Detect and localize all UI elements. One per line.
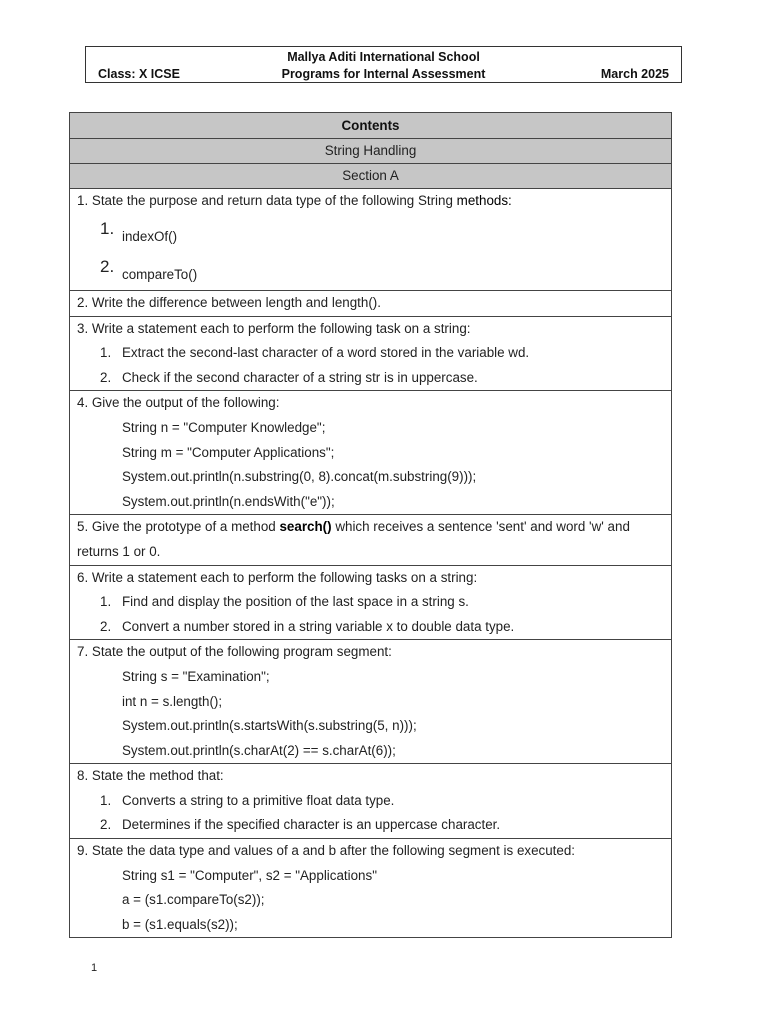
question-text: 6. Write a statement each to perform the following tasks on a string: — [77, 569, 478, 585]
question-text: 1. State the purpose and return data type of the following String methods: — [77, 193, 512, 208]
question-row-8 — [70, 764, 672, 839]
topic-header-row — [70, 139, 672, 164]
class-label: Class: X ICSE — [98, 67, 180, 81]
question-text: 5. Give the prototype of a method search() which receives a sentence 'sent' and word 'w' and returns 1 or 0. — [77, 519, 630, 559]
question-row-6 — [70, 565, 672, 640]
question-row-3 — [70, 316, 672, 391]
section-header-row — [70, 164, 672, 189]
list-item: 2. Check if the second character of a string str is in uppercase. — [100, 369, 478, 385]
contents-heading: Contents — [70, 113, 672, 139]
questions-table — [69, 112, 672, 938]
list-item: 1. Extract the second-last character of a word stored in the variable wd. — [100, 345, 530, 361]
code-line: String m = "Computer Applications"; — [122, 444, 335, 460]
list-item: 2. compareTo() — [100, 256, 198, 282]
code-line: System.out.println(n.endsWith("e")); — [122, 493, 335, 509]
question-text: 9. State the data type and values of a and b after the following segment is executed: — [77, 843, 576, 859]
contents-header-row — [70, 113, 672, 139]
code-line: String n = "Computer Knowledge"; — [122, 419, 326, 435]
list-item: 1. Converts a string to a primitive float data type. — [100, 792, 395, 808]
code-line: b = (s1.equals(s2)); — [122, 916, 238, 932]
list-item: 2. Determines if the specified character is an uppercase character. — [100, 817, 501, 833]
code-line: System.out.println(n.substring(0, 8).concat(m.substring(9))); — [122, 469, 477, 485]
list-item: 1. indexOf() — [100, 218, 178, 244]
programs-title: Programs for Internal Assessment — [281, 67, 486, 81]
question-row-4 — [70, 391, 672, 515]
question-text: 3. Write a statement each to perform the following task on a string: — [77, 320, 471, 336]
question-row-2 — [70, 291, 672, 317]
document-date: March 2025 — [600, 67, 669, 81]
page-number: 1 — [91, 962, 98, 974]
list-item: 1. Find and display the position of the last space in a string s. — [100, 594, 469, 610]
document-header — [85, 46, 682, 83]
code-line: int n = s.length(); — [122, 693, 223, 709]
question-row-5 — [70, 515, 672, 565]
question-row-1 — [70, 189, 672, 291]
question-text: 2. Write the difference between length and length(). — [77, 295, 381, 310]
list-item: 2. Convert a number stored in a string variable x to double data type. — [100, 618, 515, 634]
section-heading: Section A — [70, 164, 672, 189]
code-line: System.out.println(s.charAt(2) == s.charAt(6)); — [122, 742, 396, 758]
question-text: 4. Give the output of the following: — [77, 395, 280, 411]
question-text: 7. State the output of the following program segment: — [77, 644, 392, 660]
topic-heading: String Handling — [70, 139, 672, 164]
code-line: System.out.println(s.startsWith(s.substring(5, n))); — [122, 718, 417, 734]
code-line: String s = "Examination"; — [122, 668, 270, 684]
method-name: search() — [279, 519, 332, 535]
code-line: String s1 = "Computer", s2 = "Applications" — [122, 867, 377, 883]
question-row-9 — [70, 839, 672, 938]
school-name: Mallya Aditi International School — [287, 50, 480, 64]
code-line: a = (s1.compareTo(s2)); — [122, 892, 265, 908]
question-row-7 — [70, 640, 672, 764]
question-text: 8. State the method that: — [77, 768, 224, 784]
